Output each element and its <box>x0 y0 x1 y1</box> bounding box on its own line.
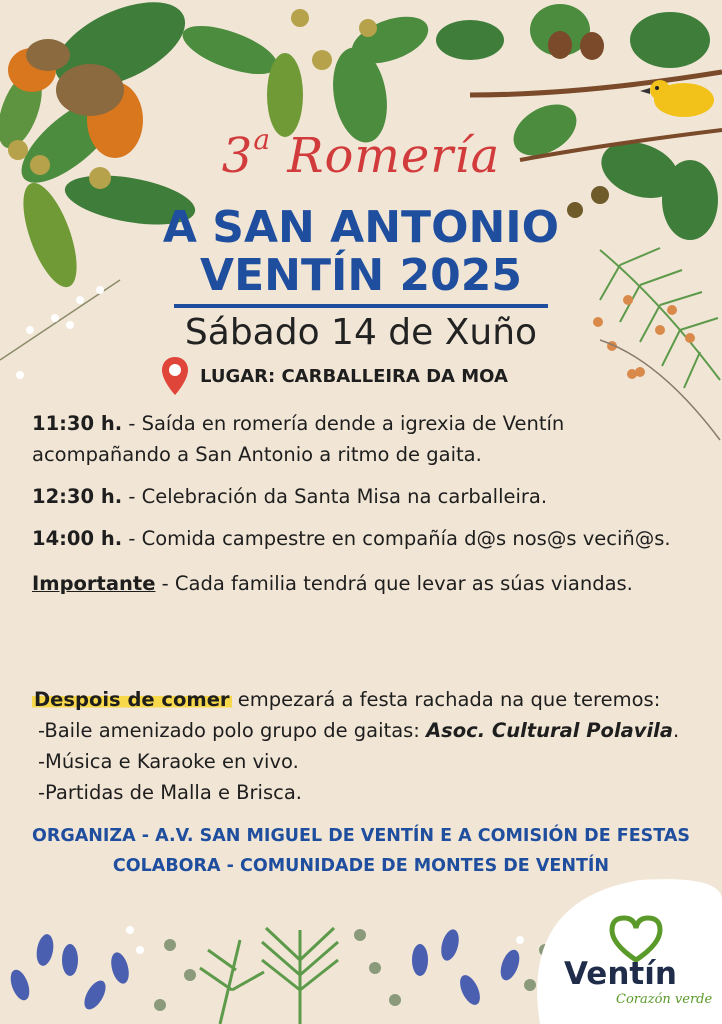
schedule-time: 14:00 h. <box>32 527 123 550</box>
activity-item: -Partidas de Malla e Brisca. <box>38 781 303 804</box>
title-divider <box>174 304 548 308</box>
bird-icon <box>640 80 714 117</box>
logo-tagline: Corazón verde <box>616 992 713 1007</box>
place-label: LUGAR: CARBALLEIRA DA MOA <box>200 365 508 387</box>
schedule-list <box>32 408 702 610</box>
fern-icon <box>200 928 338 1024</box>
map-pin-icon <box>160 355 190 397</box>
event-title-line1: A SAN ANTONIO <box>162 202 560 253</box>
acorn-icon <box>154 929 551 1011</box>
after-meal-section <box>32 684 702 808</box>
flower-icon <box>126 926 559 1006</box>
after-meal-intro <box>32 684 702 715</box>
logo-wordmark: Ventín <box>564 956 677 992</box>
important-label: Importante <box>32 572 156 595</box>
important-text: - Cada familia tendrá que levar as súas viandas. <box>155 572 633 595</box>
flower-icon <box>7 927 523 1012</box>
schedule-text: - Celebración da Santa Misa na carballeira. <box>122 485 548 508</box>
schedule-item <box>32 523 702 554</box>
event-edition-title: 3$^a$ Romería <box>221 123 501 184</box>
group-name: Asoc. Cultural Polavila <box>426 719 674 742</box>
schedule-text: - Comida campestre en compañía d@s nos@s veciñ@s. <box>122 527 671 550</box>
activity-item: -Música e Karaoke en vivo. <box>38 750 299 773</box>
activity-item: -Baile amenizado polo grupo de gaitas: Asoc. Cultural Polavila. <box>38 719 680 742</box>
romeria-word: Romería <box>287 128 501 184</box>
schedule-time: 11:30 h. <box>32 412 123 435</box>
important-note <box>32 568 702 599</box>
schedule-item <box>32 481 702 512</box>
after-meal-label: Despois de comer <box>34 688 230 711</box>
collaborator-credit: COLABORA - COMUNIDADE DE MONTES DE VENTÍN <box>112 856 610 876</box>
schedule-text: - Saída en romería dende a igrexia de Ventín acompañando a San Antonio a ritmo de gaita. <box>32 412 565 466</box>
event-place <box>160 352 508 400</box>
after-meal-text: empezará a festa rachada na que teremos: <box>231 688 661 711</box>
organizer-credit: ORGANIZA - A.V. SAN MIGUEL DE VENTÍN E A COMISIÓN DE FESTAS <box>31 826 690 846</box>
schedule-item <box>32 408 702 470</box>
schedule-time: 12:30 h. <box>32 485 123 508</box>
event-date: Sábado 14 de Xuño <box>184 312 538 353</box>
event-title-line2: VENTÍN 2025 <box>200 250 522 301</box>
oak-leaf-icon <box>177 8 435 147</box>
